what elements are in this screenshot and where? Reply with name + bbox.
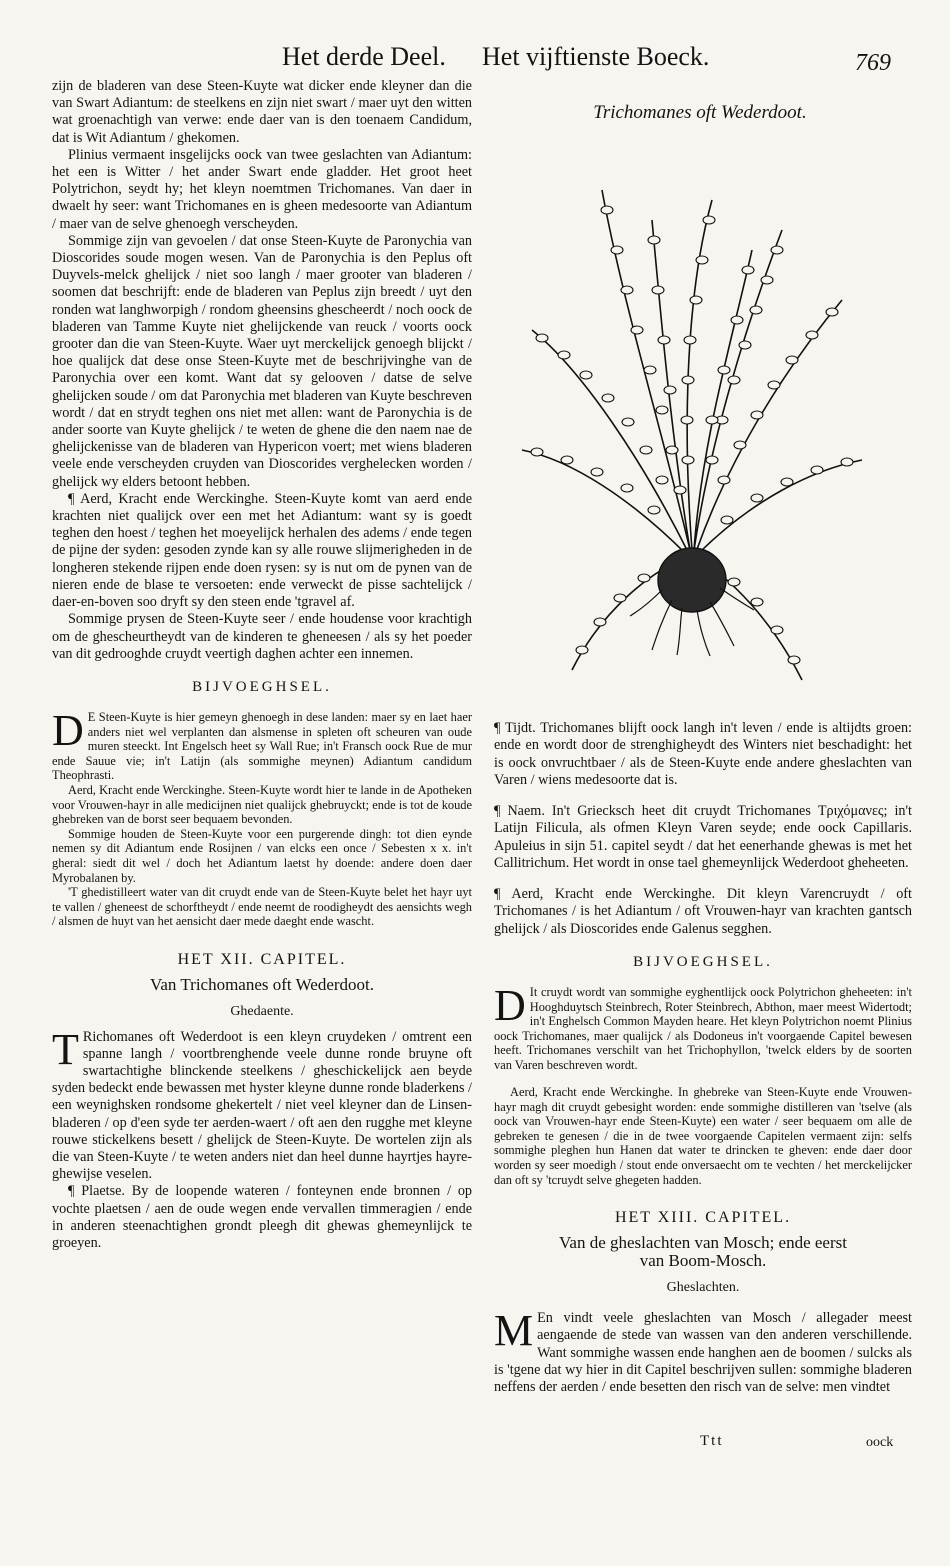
paragraph: Plinius vermaent insgelijcks oock van twee geslachten van Adiantum: het een is Witter / het ander Swart ende gladder. Het groot heet Polytrichon, seydt hy; het kleyn noemtmen Trichomanes. Van daer in dwaelt hy seer: want Trichomanes en is gheen medesoorte van Adiantum / maer van de selve ghenoegh verscheyden. [52,146,472,232]
drop-cap: D [494,981,526,1030]
catchword: oock [866,1435,894,1450]
paragraph-text: By de loopende wateren / fonteynen ende bronnen / op vochte plaetsen / aen de oude wegen ende vervallen timmeragien / ende in anderen steenachtighen grondt pleegh dit ghewas ghemeynlijck te groeyen. [52,1183,473,1252]
paragraph: ¶ Tijdt. Trichomanes blijft oock langh in't leven / ende is altijdts groen: ende en wordt door de strenghigheydt des Winters niet beschadight: het is oock onvruchtbaer / als de Steen-Kuyte ende andere gheslachten van Varen / wiens medesoorte dat is. [494,720,912,788]
page-number: 769 [855,50,891,76]
paragraph-text: Steen-Kuyte komt van aerd ende krachten niet qualijck over een met het Adiantum: want sy is goedt teghen den hoest / teghen het moeyelijck herhalen des adems / ende tegen de pijne der syden: gesoden zynde kan sy alle rouwe slijmerigheden in de longheren stekende rijpen ende doen rysen: sy is nut om de pynen van de nieren ende de blase te versoeten: ende verweckt de pisse sachtelijck / daer-en-boven soo dryft sy den steen ende 'tgravel af. [52,490,472,611]
paragraph-text: E Steen-Kuyte is hier gemeyn ghenoegh in dese landen: maer sy en laet haer anders niet wel verplanten dan alsmense in spleten oft scheuren van oude muren steeckt. Int Engelsch heet sy Wall Rue; in't Fransch oock Rue de mur ende Sauue vie; in't Latijn (als sommighe meynen) Adiantum candidum Theophrasti. [52,710,472,783]
section-heading: BIJVOEGHSEL. [633,953,773,970]
paragraph-text: Dit kleyn Varencruydt / oft Trichomanes / is het Adiantum / oft Vrouwen-hayr van krachten gantsch ghelijck / als Dioscorides ende Galenus segghen. [494,886,912,937]
paragraph-label: Aerd, Kracht ende Werckinghe. [511,886,716,903]
paragraph-text: Richomanes oft Wederdoot is een kleyn cruydeken / omtrent een spanne langh / voortbrenghende veele dunne ronde bruyne oft swartachtighe blinckende steelkens / gheschickelijck aen beyde syden bedeckt ende bewassen met hyster kleyne dunne ronde bladerkens / een weynighsken rondsome ghekertelt / niet veel kleyner dan de Linsen-bladeren / op d'een syde ter aerden-waert / oft aen den rugghe met kleyne rouwe stickelkens besett / ghelijck de Steen-Kuyte. De wortelen zijn als die van Steen-Kuyte / te weten anders niet dan heel dunne hayrtjes hayre-ghewijse veselen. [52,1028,472,1183]
chapter-title-line: Van de gheslachten van Mosch; ende eerst [559,1233,847,1253]
chapter-heading: HET XIII. CAPITEL. [614,1209,792,1227]
running-header [0,42,950,82]
paragraph: Sommige houden de Steen-Kuyte voor een purgerende dingh: tot dien eynde nemen sy dit Adiantum ende Rosijnen / van elcks een once / Sebesten x x. in't gheral: siedt dit wel / doch het Adiantum laetst hy doende: andere doen daer Myrobalanen by. [52,826,472,885]
subsection-heading: Ghedaente. [230,1004,294,1020]
paragraph: Aerd, Kracht ende Werckinghe. In ghebreke van Steen-Kuyte ende Vrouwen-hayr magh dit cruydt gebesight worden: ende sommighe distilleren van 'tselve (als oock van Vrouwen-hayr ende Steen-Kuyte) een water / seer bequaem om alle de gebreken te genesen / die in de twee voorgaende Capitelen vermaent zijn: selfs sommighe pleghen hun Hanen dat water te drincken te gheven: ende daer door worden sy seer moedigh / stout ende onversaecht om te vechten / het merckelijcker dan oft sy 'tcruydt selve ghegeten hadden. [494,1084,912,1187]
paragraph: ¶ Naem. In't Griecksch heet dit cruydt Trichomanes Τριχόμανες; in't Latijn Filicula, als ofmen Kleyn Varen seyde; ende oock Capillaris. Apuleius in sijn 51. capitel seydt / dat het eenerhande ghewas is met het Callitrichum. Het wordt in onse tael ghemeynlijck Wederdoot gheheeten. [494,803,912,871]
drop-cap: D [52,706,84,756]
paragraph-text: En vindt veele gheslachten van Mosch / allegader meest aengaende de stede van wassen van den anderen verschillende. Want sommighe wassen ende hanghen aen de boomen / sulcks als is 'tgene dat wy hier in dit Capitel beschrijven sullen: sommighe bladeren neffens der aerden / ende besetten den risch van de selve: men vindtet [494,1310,912,1395]
paragraph-label: Tijdt. [505,720,536,737]
paragraph [494,981,912,1073]
paragraph-label: Aerd, Kracht ende Werckinghe. [80,490,269,507]
paragraph-label: Naem. [507,803,545,820]
paragraph: Sommige prysen de Steen-Kuyte seer / ende houdense voor krachtigh om de ghescheurtheydt van de kinderen te gheneesen / als sy het poeder van dit gedrooghde cruydt veertigh daghen achter een innemen. [52,611,472,662]
paragraph-text: In't Griecksch heet dit cruydt Trichomanes Τριχόμανες; in't Latijn Filicula, als ofmen Kleyn Varen seyde; ende oock Capillaris. Apuleius in sijn 51. capitel seydt / dat het eenerhande ghewas is met het Callitrichum. Het wordt in onse tael ghemeynlijck Wederdoot gheheeten. [494,803,912,871]
paragraph: 'T ghedistilleert water van dit cruydt ende van de Steen-Kuyte belet het hayr uyt te vallen / gheneest de schorftheydt / ende neemt de roodigheydt des aensichts wegh / alsmen de huyt van het aensicht daer mede daeght ende wascht. [52,885,472,929]
paragraph: zijn de bladeren van dese Steen-Kuyte wat dicker ende kleyner dan die van Swart Adiantum: de steelkens en zijn niet swart / maer uyt den witten wat groenachtigh van verwe: ende daer van is den toenaem Candidum, dat is Wit Adiantum / ghekomen. [52,78,472,146]
chapter-title-line: van Boom-Mosch. [639,1250,767,1270]
paragraph [494,1306,912,1396]
paragraph: Aerd, Kracht ende Werckinghe. Steen-Kuyte wordt hier te lande in de Apotheken voor Vrouwen-hayr in alle medicijnen niet qualijck ghebruyckt; ende is tot de koude ghebreken van de borst seer bequaem bevonden. [52,783,472,827]
paragraph: ¶ Plaetse. By de loopende wateren / fonteynen ende bronnen / op vochte plaetsen / aen de oude wegen ende vervallen timmeragien / ende in anderen steenachtighen grondt pleegh dit ghewas ghemeynlijck te groeyen. [52,1183,473,1252]
right-column [494,706,912,1410]
signature-mark: Ttt [700,1433,724,1449]
paragraph: Sommige zijn van gevoelen / dat onse Steen-Kuyte de Paronychia van Dioscorides soude mogen wesen. Van de Paronychia is den Peplus oft Duyvels-melck ghelijck / niet soo langh / maer grooter van bladeren / soomen dat beschrijft: ende de bladeren van Peplus zijn breedt / uyt den ronden wat langhworpigh / rondom gheensins ghescheerdt / noch oock de bladeren van Tamme Kuyte niet ghelijckende van reuck / voorts oock grooter dan die van Steen-Kuyte. Waer uyt merckelijck genoegh blijckt / hoe qualijck dat dese onse Steen-Kuyte met de beschrijvinghe van de Paronychia over een komt. Want dat sy gelooven / datse de selve ghelijcken soude / om dat Paronychia met bladeren van Kuyte beschreven wordt / dat en strydt teghen ons niet met allen: want de Paronychia is de ander soorte van Kuyte ghelijck / te weten de ghene die den naem nae de ghelijckenisse van de bladeren van Hypericon voert; met wiens bladeren veele ende verscheyden cruyden van Dioscorides verghelecken worden / ghelijck wy elders betoont hebben. [52,232,472,490]
chapter-title: Van Trichomanes oft Wederdoot. [149,975,374,995]
fern-illustration [512,170,872,700]
paragraph [52,1024,472,1184]
paragraph-text: Trichomanes blijft oock langh in't leven / ende is altijdts groen: ende en wordt door de strenghigheydt des Winters niet beschadight: het is oock onvruchtbaer / als de Steen-Kuyte ende andere gheslachten van Varen / wiens medesoorte dat is. [494,720,912,788]
paragraph-label: Plaetse. [81,1183,125,1200]
left-column [52,78,472,1252]
paragraph-text: It cruydt wordt van sommighe eyghentlijck oock Polytrichon gheheeten: in't Hooghduytsch Steinbrech, Roter Steinbrech, Abthon, maer meest Widertodt; in't Enghelsch Common Mayden heare. Het kleyn Polytrichon noemt Plinius oock Trichomanes, maer qualijck / als Dodoneus in't voorgaende Capitel bewesen heeft. Trichomanes verschilt van het Trichophyllon, 'twelck elders by de soorten van Varen beschreven wordt. [494,985,912,1072]
subsection-heading: Gheslachten. [666,1279,740,1295]
chapter-heading: HET XII. CAPITEL. [177,951,347,969]
drop-cap: M [494,1306,534,1356]
section-heading: BIJVOEGHSEL. [192,678,332,695]
drop-cap: T [52,1024,79,1074]
paragraph [52,706,472,783]
header-book-title: Het vijftienste Boeck. [482,42,710,71]
paragraph: ¶ Aerd, Kracht ende Werckinghe. Dit kleyn Varencruydt / oft Trichomanes / is het Adiantum / oft Vrouwen-hayr van krachten gantsch ghelijck / als Dioscorides ende Galenus segghen. [494,886,912,937]
header-part-title: Het derde Deel. [282,42,446,71]
figure-caption: Trichomanes oft Wederdoot. [593,102,807,123]
paragraph: ¶ Aerd, Kracht ende Werckinghe. Steen-Kuyte komt van aerd ende krachten niet qualijck over een met het Adiantum: want sy is goedt teghen den hoest / teghen het moeyelijck herhalen des adems / ende tegen de pijne der syden: gesoden zynde kan sy alle rouwe slijmerigheden in de longheren stekende rijpen ende doen rysen: sy is nut om de pynen van de nieren ende de blase te versoeten: ende verweckt de pisse sachtelijck / daer-en-boven soo dryft sy den steen ende 'tgravel af. [52,490,472,611]
